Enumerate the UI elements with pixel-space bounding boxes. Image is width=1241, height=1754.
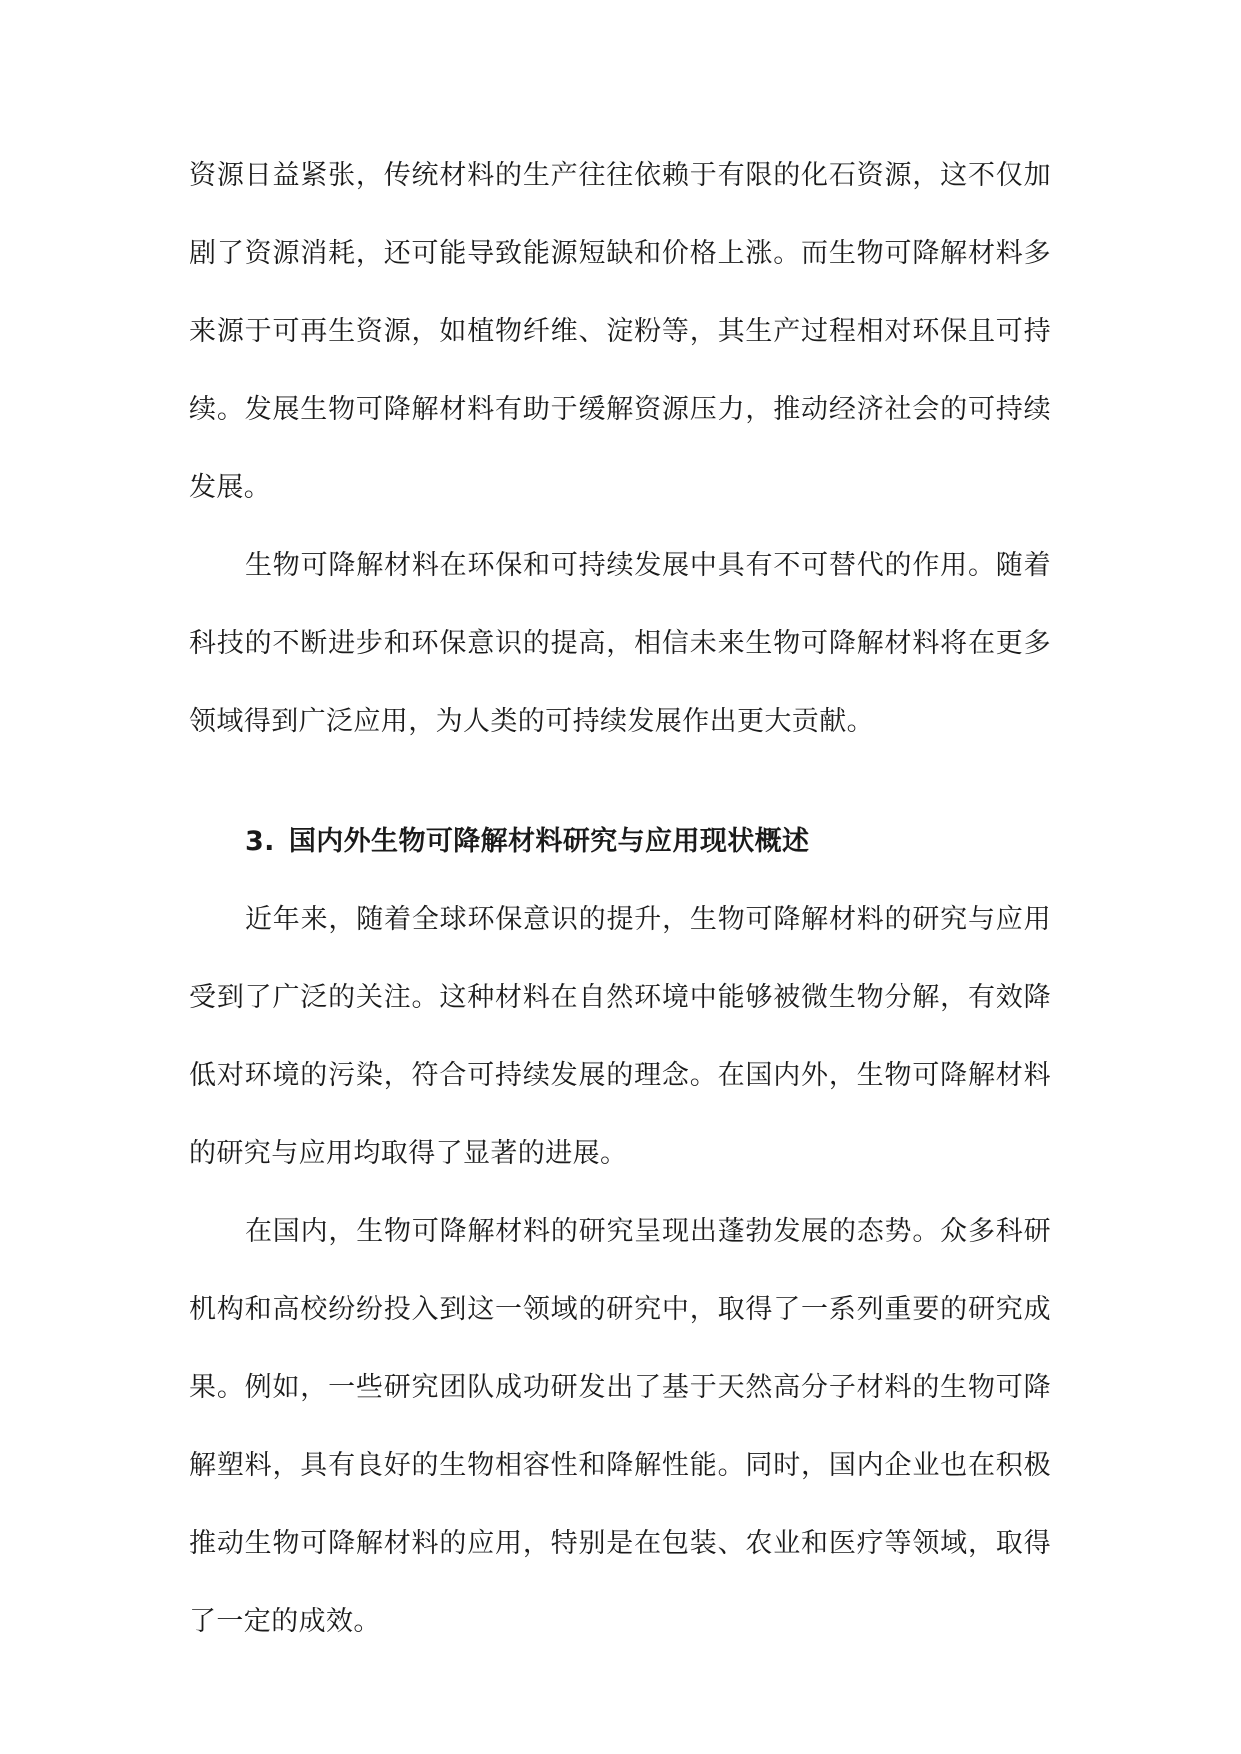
section-heading bbox=[189, 803, 1051, 881]
section-title: 国内外生物可降解材料研究与应用现状概述 bbox=[288, 826, 810, 857]
paragraph-summary: 生物可降解材料在环保和可持续发展中具有不可替代的作用。随着科技的不断进步和环保意识的提高，相信未来生物可降解材料将在更多领域得到广泛应用，为人类的可持续发展作出更大贡献。 bbox=[189, 550, 1051, 737]
paragraph-domestic-research: 在国内，生物可降解材料的研究呈现出蓬勃发展的态势。众多科研机构和高校纷纷投入到这一领域的研究中，取得了一系列重要的研究成果。例如，一些研究团队成功研发出了基于天然高分子材料的生物可降解塑料，具有良好的生物相容性和降解性能。同时，国内企业也在积极推动生物可降解材料的应用，特别是在包装、农业和医疗等领域，取得了一定的成效。 bbox=[189, 1216, 1051, 1637]
paragraph-overview: 近年来，随着全球环保意识的提升，生物可降解材料的研究与应用受到了广泛的关注。这种材料在自然环境中能够被微生物分解，有效降低对环境的污染，符合可持续发展的理念。在国内外，生物可降解材料的研究与应用均取得了显著的进展。 bbox=[189, 904, 1051, 1169]
paragraph-resource-pressure: 资源日益紧张，传统材料的生产往往依赖于有限的化石资源，这不仅加剧了资源消耗，还可能导致能源短缺和价格上涨。而生物可降解材料多来源于可再生资源，如植物纤维、淀粉等，其生产过程相对环保且可持续。发展生物可降解材料有助于缓解资源压力，推动经济社会的可持续发展。 bbox=[189, 160, 1051, 503]
document-body bbox=[189, 137, 1051, 1661]
section-number: 3. bbox=[245, 826, 275, 857]
